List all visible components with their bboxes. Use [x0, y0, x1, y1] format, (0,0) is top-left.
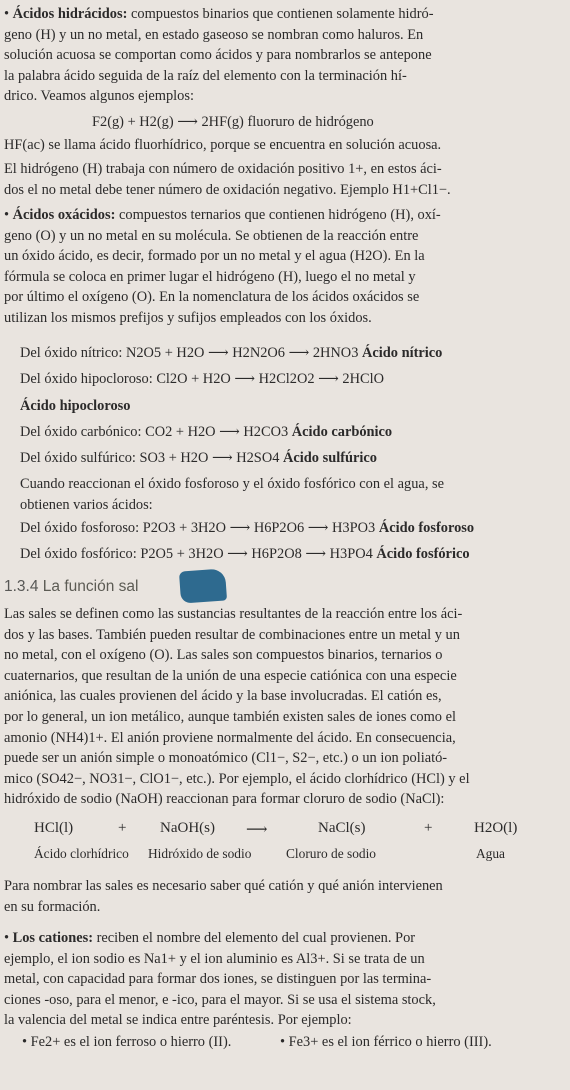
bold-term: Ácidos hidrácidos: — [12, 6, 128, 22]
caption-hcl: Ácido clorhídrico — [34, 846, 129, 861]
text-line: la palabra ácido seguida de la raíz del elemento con la terminación hí- — [4, 67, 407, 84]
text-line: mico (SO42−, NO31−, ClO1−, etc.). Por ejemplo, el ácido clorhídrico (HCl) y el — [4, 770, 470, 787]
caption-naoh: Hidróxido de sodio — [148, 846, 252, 861]
text-line: en su formación. — [4, 898, 101, 915]
text-line: aniónica, las cuales provienen del ácido y la base involucradas. El catión es, — [4, 688, 442, 705]
publisher-stamp-logo — [179, 568, 227, 603]
reaction-prefix: Del óxido nítrico: — [20, 345, 123, 361]
sales-paragraph — [4, 604, 562, 810]
reactant-hcl: HCl(l) — [34, 820, 74, 836]
product-nacl: NaCl(s) — [318, 820, 366, 836]
text-line: puede ser un anión simple o monoatómico (Cl1−, S2−, etc.) o un ion poliató- — [4, 750, 448, 767]
text-line: un óxido ácido, es decir, formado por un no metal y el agua (H2O). En la — [4, 248, 425, 265]
reaction-equation: P2O5 + 3H2O ⟶ H6P2O8 ⟶ H3PO4 — [140, 546, 373, 562]
text-line: Cuando reaccionan el óxido fosforoso y el óxido fosfórico con el agua, se — [20, 476, 444, 492]
reaction-prefix: Del óxido fosfórico: — [20, 546, 137, 562]
reaction-prefix: Del óxido fosforoso: — [20, 520, 140, 536]
text-line: amonio (NH4)1+. El anión proviene normalmente del ácido. En consecuencia, — [4, 729, 456, 746]
hypochlorous-name: Ácido hipocloroso — [20, 398, 131, 414]
reaction-equation: P2O3 + 3H2O ⟶ H6P2O6 ⟶ H3PO3 — [142, 520, 376, 536]
phosphorous-reaction — [20, 520, 474, 537]
text-line: hidróxido de sodio (NaOH) reaccionan para formar cloruro de sodio (NaCl): — [4, 791, 445, 808]
plus-sign: + — [118, 820, 127, 836]
text-line: obtienen varios ácidos: — [20, 496, 153, 513]
cationes-paragraph — [4, 928, 562, 1031]
text-line: no metal, con el oxígeno (O). Las sales son compuestos binarios, ternarios o — [4, 647, 443, 664]
carbonic-reaction — [20, 424, 392, 441]
hf-equation: F2(g) + H2(g) ⟶ 2HF(g) fluoruro de hidrógeno — [92, 114, 374, 130]
text-line: metal, con capacidad para formar dos iones, se distinguen por las termina- — [4, 971, 432, 988]
reaction-equation: Cl2O + H2O ⟶ H2Cl2O2 ⟶ 2HClO — [156, 371, 384, 387]
reaction-prefix: Del óxido carbónico: — [20, 424, 142, 440]
caption-water: Agua — [476, 846, 506, 861]
hidracidos-paragraph — [4, 4, 562, 107]
reactant-naoh: NaOH(s) — [160, 820, 215, 836]
text-line: geno (H) y un no metal, en estado gaseoso se nombran como haluros. En — [4, 26, 424, 43]
text-line: El hidrógeno (H) trabaja con número de oxidación positivo 1+, en estos áci- — [4, 161, 442, 177]
reaction-product-name: Ácido nítrico — [362, 345, 443, 361]
text-line: Para nombrar las sales es necesario saber qué catión y qué anión intervienen — [4, 878, 443, 894]
text-line: dos y las bases. También pueden resultar de combinaciones entre un metal y un — [4, 626, 460, 643]
reaction-prefix: Del óxido sulfúrico: — [20, 450, 136, 466]
text-line: solución acuosa se comportan como ácidos y para nombrarlos se antepone — [4, 47, 432, 64]
ferrous-example: • Fe2+ es el ion ferroso o hierro (II). — [22, 1034, 232, 1050]
text-line: utilizan los mismos prefijos y sufijos empleados con los óxidos. — [4, 309, 372, 326]
text-line: geno (O) y un no metal en su molécula. Se obtienen de la reacción entre — [4, 227, 419, 244]
text-line: la valencia del metal se indica entre paréntesis. Por ejemplo: — [4, 1012, 352, 1029]
hf-aqueous-line: HF(ac) se llama ácido fluorhídrico, porque se encuentra en solución acuosa. — [4, 137, 442, 153]
text-line: Las sales se definen como las sustancias resultantes de la reacción entre los áci- — [4, 606, 463, 622]
reaction-prefix: Del óxido hipocloroso: — [20, 371, 153, 387]
reaction-equation: N2O5 + H2O ⟶ H2N2O6 ⟶ 2HNO3 — [125, 345, 359, 361]
oxidation-paragraph — [4, 159, 562, 200]
phosphoric-reaction — [20, 546, 470, 563]
text-line: • Los cationes: reciben el nombre del elemento del cual provienen. Por — [4, 930, 416, 946]
oxacidos-paragraph — [4, 205, 562, 329]
reaction-arrow: ⟶ — [246, 822, 268, 838]
text-line: ciones -oso, para el menor, e -ico, para el mayor. Si se usa el sistema stock, — [4, 991, 436, 1008]
reaction-equation: SO3 + H2O ⟶ H2SO4 — [139, 450, 280, 466]
reaction-equation: CO2 + H2O ⟶ H2CO3 — [145, 424, 289, 440]
text-line: por lo general, un ion metálico, aunque también existen sales de iones como el — [4, 708, 456, 725]
plus-sign: + — [424, 820, 433, 836]
text-line: • Ácidos oxácidos: compuestos ternarios que contienen hidrógeno (H), oxí- — [4, 207, 441, 223]
text-line: ejemplo, el ion sodio es Na1+ y el ion aluminio es Al3+. Si se trata de un — [4, 950, 425, 967]
text-line: • Ácidos hidrácidos: compuestos binarios que contienen solamente hidró- — [4, 6, 434, 22]
section-title: La función sal — [42, 578, 139, 595]
text-line: dos el no metal debe tener número de oxidación negativo. Ejemplo H1+Cl1−. — [4, 181, 451, 198]
naming-intro-paragraph — [4, 876, 562, 917]
reaction-product-name: Ácido fosforoso — [378, 520, 475, 536]
caption-nacl: Cloruro de sodio — [286, 846, 377, 861]
reaction-product-name: Ácido carbónico — [291, 424, 393, 440]
section-number: 1.3.4 — [4, 578, 39, 595]
sulfuric-reaction — [20, 450, 377, 467]
product-water: H2O(l) — [474, 820, 518, 836]
bold-term: Ácidos oxácidos: — [12, 207, 116, 223]
text-line: drico. Veamos algunos ejemplos: — [4, 88, 194, 105]
text-line: por último el oxígeno (O). En la nomenclatura de los ácidos oxácidos se — [4, 289, 420, 306]
ferric-example: • Fe3+ es el ion férrico o hierro (III). — [280, 1034, 492, 1050]
phosphorus-note — [20, 474, 562, 515]
reaction-product-name: Ácido fosfórico — [376, 546, 470, 562]
reaction-product-name: Ácido sulfúrico — [283, 450, 377, 466]
text-line: cuaternarios, que resultan de la unión de una especie catiónica con una especie — [4, 667, 457, 684]
nitric-reaction — [20, 345, 442, 362]
bold-term: Los cationes: — [12, 930, 93, 946]
hypochlorous-reaction — [20, 371, 384, 388]
section-heading — [4, 578, 138, 596]
text-line: fórmula se coloca en primer lugar el hidrógeno (H), luego el no metal y — [4, 268, 416, 285]
